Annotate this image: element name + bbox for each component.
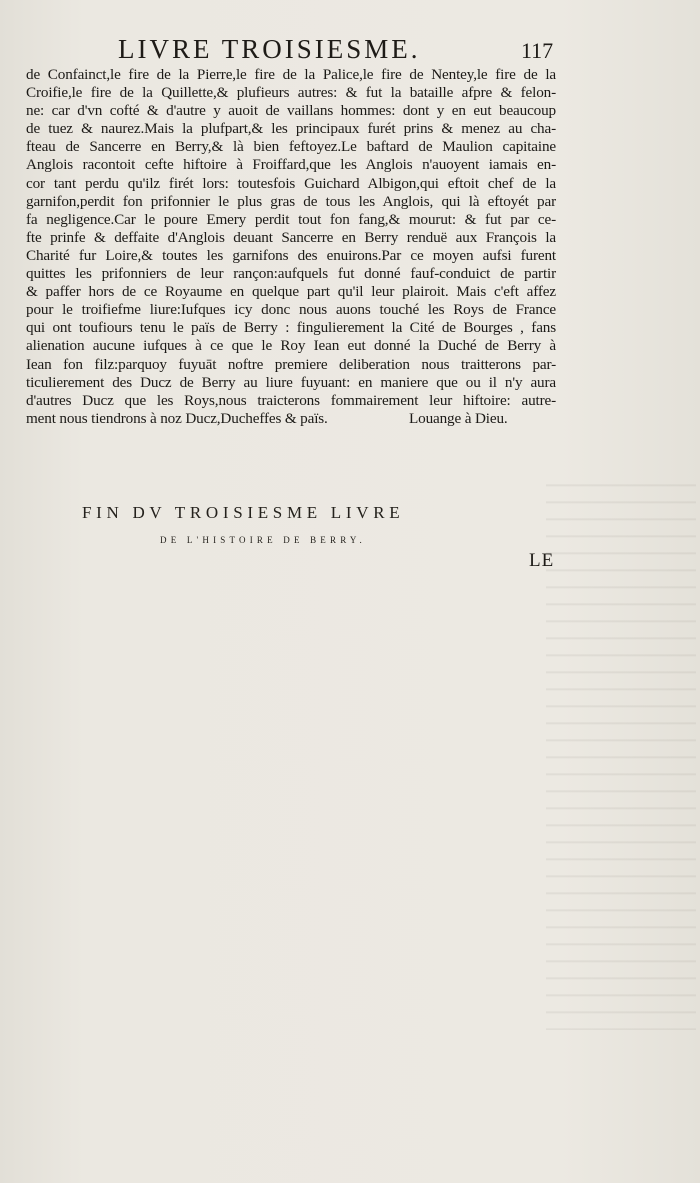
- text-line: de Confainct,le fire de la Pierre,le fire de la Palice,le fire de Nentey,le fire de la: [26, 66, 556, 83]
- text-line: & paffer hors de ce Royaume en quelque part qu'il leur plairoit. Mais c'eft affez: [26, 283, 556, 301]
- text-line: d'autres Ducz que les Roys,nous traicterons fommairement leur hiftoire: autre-: [26, 391, 556, 409]
- catchword: LE: [529, 550, 555, 571]
- text-line: pour le troifiefme liure:Iufques icy donc nous auons touché les Roys de France: [26, 301, 556, 319]
- text-line: cor tant perdu qu'ilz firét lors: toutesfois Guichard Albigon,qui eftoit chef de la: [26, 174, 556, 192]
- text-line: garnifon,perdit fon prifonnier le plus gras de tous les Anglois, qui là eftoyét par: [26, 192, 556, 210]
- body-text: [26, 66, 556, 428]
- show-through-shadow: [546, 470, 696, 1030]
- text-line: alienation aucune iufques à ce que le Roy Iean eut donné la Duché de Berry à: [26, 337, 556, 355]
- text-line: ne: car d'vn cofté & d'autre y auoit de vaillans hommes: dont y en eut beaucoup: [26, 102, 556, 120]
- text-line: fteau de Sancerre en Berry,& là bien feftoyez.Le baftard de Maulion capitaine: [26, 138, 556, 156]
- text-line: de tuez & naurez.Mais la plufpart,& les principaux furét prins & menez au cha-: [26, 120, 556, 138]
- page-number: 117: [521, 38, 554, 63]
- text-line: Charité fur Loire,& toutes les garnifons des enuirons.Par ce moyen aufsi furent: [26, 246, 556, 264]
- text-line: qui ont toufiours tenu le païs de Berry : fingulierement la Cité de Bourges , fans: [26, 319, 556, 337]
- text-line: ticulierement des Ducz de Berry au liure fuyuant: en maniere que ou il n'y aura: [26, 373, 556, 391]
- colophon-subtitle: DE L'HISTOIRE DE BERRY.: [160, 535, 366, 545]
- running-head: LIVRE TROISIESME.: [118, 34, 421, 64]
- text-line: quittes les prifonniers de leur rançon:aufquels fut donné fauf-conduict de partir: [26, 265, 556, 283]
- text-line: Iean fon filz:parquoy fuyuāt noftre premiere deliberation nous traitterons par-: [26, 355, 556, 373]
- closing-phrase: Louange à Dieu.: [409, 409, 508, 427]
- text-line: fte prinfe & deffaite d'Anglois deuant Sancerre en Berry renduë aux François la: [26, 228, 556, 246]
- last-line-text: ment nous tiendrons à noz Ducz,Ducheffes & païs.: [26, 409, 328, 427]
- text-line: Anglois racontoit cefte hiftoire à Froiffard,que les Anglois n'auoyent iamais en-: [26, 156, 556, 174]
- text-line-last: [26, 410, 556, 428]
- text-line: fa negligence.Car le poure Emery perdit tout fon fang,& mourut: & fut par ce-: [26, 210, 556, 228]
- colophon-title: FIN DV TROISIESME LIVRE: [82, 503, 405, 522]
- text-line: Croifie,le fire de la Quillette,& plufieurs autres: & fut la bataille afpre & felon-: [26, 84, 556, 102]
